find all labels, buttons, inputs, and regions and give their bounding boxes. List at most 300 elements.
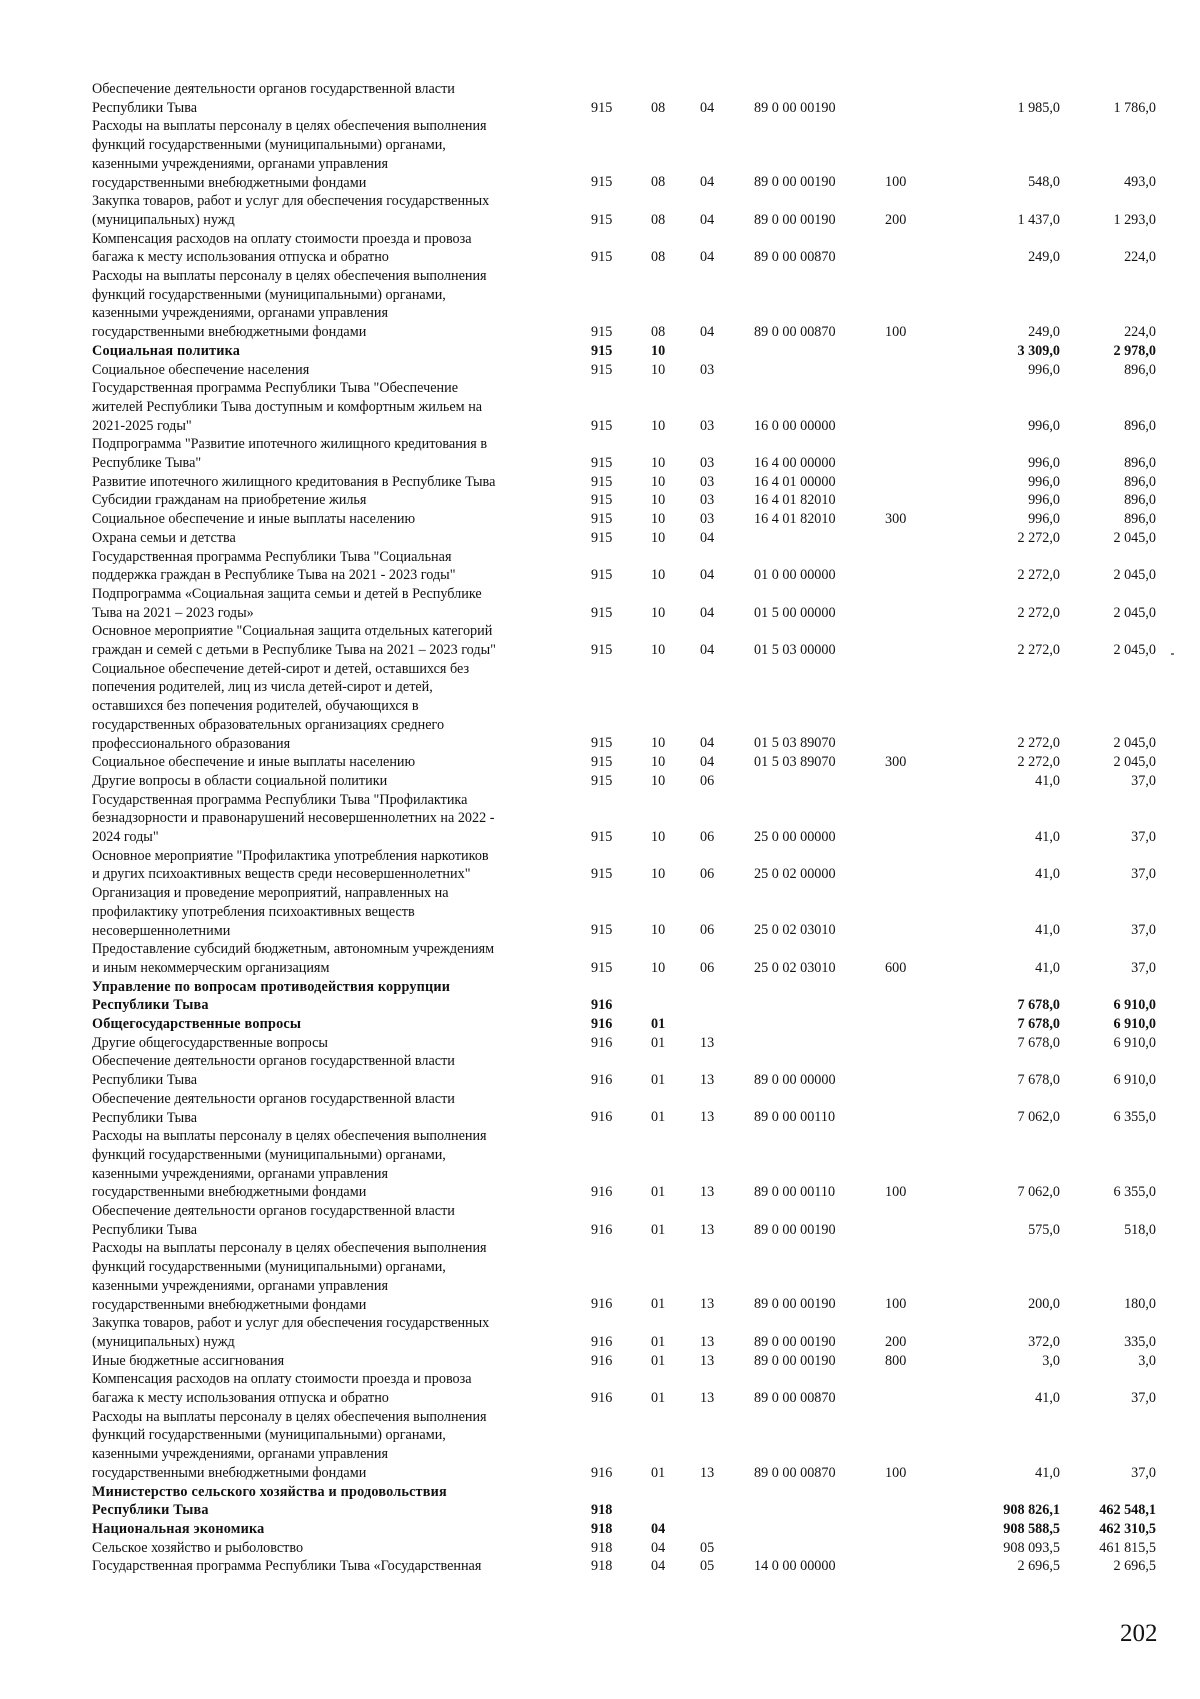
row-name-line: казенными учреждениями, органами управления <box>92 1277 389 1294</box>
subchapter-code: 13 <box>700 1221 715 1238</box>
amount-2023: 200,0 <box>1028 1296 1060 1313</box>
chapter-code: 04 <box>651 1520 666 1537</box>
row-name <box>92 1408 562 1483</box>
amount-2024: 896,0 <box>1124 361 1156 378</box>
row-name <box>92 1483 562 1520</box>
row-name <box>92 940 562 977</box>
target-article: 25 0 00 00000 <box>754 828 836 845</box>
row-name-line: Обеспечение деятельности органов государственной власти <box>92 1203 455 1219</box>
chapter-code: 10 <box>651 828 666 845</box>
amount-2024: 6 910,0 <box>1113 997 1156 1014</box>
subchapter-code: 03 <box>700 454 715 471</box>
subchapter-code: 05 <box>700 1558 715 1575</box>
row-name-line: Государственная программа Республики Тыва "Социальная <box>92 548 452 565</box>
amount-2024: 224,0 <box>1124 324 1156 341</box>
subchapter-code: 13 <box>700 1072 715 1089</box>
chapter-code: 10 <box>651 772 666 789</box>
row-name-line: государственными внебюджетными фондами <box>92 1464 367 1481</box>
amount-2024: 2 045,0 <box>1113 567 1156 584</box>
target-article: 01 5 03 00000 <box>754 641 836 658</box>
chapter-code: 10 <box>651 473 666 490</box>
row-name <box>92 753 562 772</box>
target-article: 25 0 02 03010 <box>754 959 836 976</box>
target-article: 89 0 00 00110 <box>754 1109 836 1126</box>
table-row <box>0 1557 1200 1576</box>
section-code: 915 <box>591 99 613 116</box>
expense-type: 800 <box>885 1352 907 1369</box>
chapter-code: 10 <box>651 361 666 378</box>
subchapter-code: 04 <box>700 99 715 116</box>
chapter-code: 08 <box>651 324 666 341</box>
row-name-line: Управление по вопросам противодействия коррупции <box>92 978 451 995</box>
table-row <box>0 1370 1200 1407</box>
row-name <box>92 1352 562 1371</box>
row-name <box>92 1015 562 1034</box>
row-name-line: Закупка товаров, работ и услуг для обеспечения государственных <box>92 193 490 210</box>
subchapter-code: 13 <box>700 1184 715 1201</box>
table-row <box>0 940 1200 977</box>
row-name <box>92 884 562 940</box>
row-name-line: Социальная политика <box>92 342 241 359</box>
row-name <box>92 342 562 361</box>
amount-2023: 548,0 <box>1028 174 1060 191</box>
section-code: 915 <box>591 211 613 228</box>
subchapter-code: 04 <box>700 324 715 341</box>
subchapter-code: 13 <box>700 1352 715 1369</box>
amount-2023: 908 826,1 <box>1003 1502 1060 1519</box>
table-row <box>0 1520 1200 1539</box>
amount-2023: 575,0 <box>1028 1221 1060 1238</box>
chapter-code: 01 <box>651 1352 666 1369</box>
section-code: 916 <box>591 1389 613 1406</box>
row-name-line: багажа к месту использования отпуска и обратно <box>92 1390 389 1406</box>
table-row <box>0 1034 1200 1053</box>
table-row <box>0 267 1200 342</box>
row-name <box>92 1090 562 1127</box>
amount-2023: 7 678,0 <box>1017 1072 1060 1089</box>
section-code: 915 <box>591 604 613 621</box>
row-name-line: государственными внебюджетными фондами <box>92 1296 367 1313</box>
section-code: 915 <box>591 511 613 528</box>
subchapter-code: 04 <box>700 641 715 658</box>
target-article: 01 5 00 00000 <box>754 604 836 621</box>
table-row <box>0 491 1200 510</box>
page-number: 202 <box>1120 1620 1158 1647</box>
amount-2024: 896,0 <box>1124 492 1156 509</box>
row-name <box>92 1127 562 1202</box>
table-row <box>0 1314 1200 1351</box>
subchapter-code: 13 <box>700 1109 715 1126</box>
section-code: 915 <box>591 828 613 845</box>
section-code: 916 <box>591 1352 613 1369</box>
amount-2023: 41,0 <box>1035 772 1060 789</box>
row-name-line: жителей Республики Тыва доступным и комфортным жильем на <box>92 398 483 415</box>
row-name-line: казенными учреждениями, органами управления <box>92 305 389 322</box>
expense-type: 100 <box>885 174 907 191</box>
chapter-code: 01 <box>651 1184 666 1201</box>
row-name-line: Республики Тыва <box>92 1502 209 1519</box>
amount-2023: 3 309,0 <box>1017 342 1060 359</box>
row-name-line: Обеспечение деятельности органов государственной власти <box>92 1053 455 1070</box>
row-name-line: государственными внебюджетными фондами <box>92 174 367 191</box>
row-name-line: Организация и проведение мероприятий, направленных на <box>92 885 449 902</box>
amount-2023: 41,0 <box>1035 866 1060 883</box>
row-name-line: Подпрограмма «Социальная защита семьи и детей в Республике <box>92 585 482 602</box>
row-name-line: Предоставление субсидий бюджетным, автономным учреждениям <box>92 941 495 958</box>
amount-2024: 6 355,0 <box>1113 1109 1156 1126</box>
row-name-line: попечения родителей, лиц из числа детей-сирот и детей, <box>92 679 433 696</box>
section-code: 916 <box>591 1072 613 1089</box>
target-article: 89 0 00 00870 <box>754 1389 836 1406</box>
target-article: 01 0 00 00000 <box>754 567 836 584</box>
row-name-line: Сельское хозяйство и рыболовство <box>92 1539 304 1556</box>
row-name-line: Республики Тыва <box>92 1221 198 1238</box>
amount-2023: 2 272,0 <box>1017 735 1060 752</box>
amount-2024: 6 355,0 <box>1113 1184 1156 1201</box>
row-name <box>92 548 562 585</box>
target-article: 89 0 00 00190 <box>754 1352 836 1369</box>
row-name-line: государственными внебюджетными фондами <box>92 324 367 341</box>
row-name-line: Социальное обеспечение и иные выплаты населению <box>92 754 416 771</box>
amount-2023: 7 062,0 <box>1017 1184 1060 1201</box>
chapter-code: 10 <box>651 641 666 658</box>
table-row <box>0 230 1200 267</box>
row-name-line: профессионального образования <box>92 735 291 752</box>
table-row <box>0 1127 1200 1202</box>
amount-2023: 41,0 <box>1035 922 1060 939</box>
row-name-line: функций государственными (муниципальными) органами, <box>92 286 446 303</box>
row-name <box>92 1539 562 1558</box>
row-name <box>92 192 562 229</box>
amount-2024: 37,0 <box>1131 1389 1156 1406</box>
amount-2023: 41,0 <box>1035 828 1060 845</box>
chapter-code: 10 <box>651 529 666 546</box>
row-name-line: Государственная программа Республики Тыва "Профилактика <box>92 791 468 808</box>
subchapter-code: 04 <box>700 604 715 621</box>
row-name <box>92 1520 562 1539</box>
target-article: 89 0 00 00190 <box>754 1333 836 1350</box>
row-name-line: (муниципальных) нужд <box>92 211 235 228</box>
table-row <box>0 1408 1200 1483</box>
section-code: 916 <box>591 1221 613 1238</box>
amount-2024: 2 045,0 <box>1113 529 1156 546</box>
table-row <box>0 1352 1200 1371</box>
chapter-code: 10 <box>651 492 666 509</box>
subchapter-code: 04 <box>700 174 715 191</box>
expense-type: 200 <box>885 211 907 228</box>
chapter-code: 10 <box>651 454 666 471</box>
chapter-code: 08 <box>651 211 666 228</box>
section-code: 918 <box>591 1558 613 1575</box>
amount-2024: 462 310,5 <box>1099 1520 1156 1537</box>
row-name <box>92 379 562 435</box>
section-code: 916 <box>591 1464 613 1481</box>
section-code: 915 <box>591 735 613 752</box>
target-article: 16 4 01 00000 <box>754 473 836 490</box>
amount-2024: 6 910,0 <box>1113 1072 1156 1089</box>
chapter-code: 10 <box>651 511 666 528</box>
section-code: 918 <box>591 1520 613 1537</box>
amount-2024: 6 910,0 <box>1113 1034 1156 1051</box>
chapter-code: 10 <box>651 959 666 976</box>
row-name-line: Министерство сельского хозяйства и продовольствия <box>92 1483 447 1500</box>
section-code: 915 <box>591 473 613 490</box>
amount-2023: 41,0 <box>1035 1389 1060 1406</box>
chapter-code: 10 <box>651 604 666 621</box>
row-name <box>92 791 562 847</box>
table-row <box>0 1090 1200 1127</box>
row-name-line: Государственная программа Республики Тыва "Обеспечение <box>92 380 459 397</box>
row-name <box>92 1034 562 1053</box>
table-row <box>0 342 1200 361</box>
amount-2023: 2 272,0 <box>1017 641 1060 658</box>
table-row <box>0 510 1200 529</box>
expense-type: 100 <box>885 1296 907 1313</box>
chapter-code: 08 <box>651 99 666 116</box>
row-name-line: Развитие ипотечного жилищного кредитования в Республике Тыва <box>92 473 496 490</box>
row-name-line: Республики Тыва <box>92 1109 198 1126</box>
table-row <box>0 361 1200 380</box>
subchapter-code: 03 <box>700 492 715 509</box>
amount-2023: 908 588,5 <box>1003 1520 1060 1537</box>
table-row <box>0 1239 1200 1314</box>
chapter-code: 08 <box>651 174 666 191</box>
section-code: 915 <box>591 567 613 584</box>
amount-2024: 224,0 <box>1124 249 1156 266</box>
table-row <box>0 585 1200 622</box>
row-name-line: и других психоактивных веществ среди несовершеннолетних" <box>92 866 471 883</box>
target-article: 89 0 00 00000 <box>754 1072 836 1089</box>
section-code: 915 <box>591 922 613 939</box>
target-article: 89 0 00 00190 <box>754 1221 836 1238</box>
row-name-line: Общегосударственные вопросы <box>92 1016 302 1032</box>
chapter-code: 01 <box>651 1016 666 1032</box>
chapter-code: 04 <box>651 1558 666 1575</box>
subchapter-code: 03 <box>700 417 715 434</box>
table-row <box>0 1202 1200 1239</box>
target-article: 01 5 03 89070 <box>754 735 836 752</box>
section-code: 915 <box>591 249 613 266</box>
amount-2023: 996,0 <box>1028 473 1060 490</box>
row-name-line: Субсидии гражданам на приобретение жилья <box>92 492 367 509</box>
row-name <box>92 491 562 510</box>
target-article: 89 0 00 00870 <box>754 1464 836 1481</box>
row-name-line: Основное мероприятие "Социальная защита отдельных категорий <box>92 623 493 640</box>
section-code: 916 <box>591 1016 613 1032</box>
row-name-line: Расходы на выплаты персоналу в целях обеспечения выполнения <box>92 268 487 284</box>
row-name-line: Социальное обеспечение населения <box>92 361 310 378</box>
row-name-line: государственными внебюджетными фондами <box>92 1184 367 1201</box>
row-name-line: профилактику употребления психоактивных веществ <box>92 903 415 920</box>
amount-2024: 37,0 <box>1131 922 1156 939</box>
row-name <box>92 117 562 192</box>
row-name-line: Основное мероприятие "Профилактика употребления наркотиков <box>92 847 489 864</box>
section-code: 915 <box>591 754 613 771</box>
row-name <box>92 622 562 659</box>
table-row <box>0 1483 1200 1520</box>
expense-type: 300 <box>885 511 907 528</box>
subchapter-code: 04 <box>700 249 715 266</box>
section-code: 918 <box>591 1539 613 1556</box>
section-code: 916 <box>591 1109 613 1126</box>
amount-2023: 7 678,0 <box>1017 997 1060 1014</box>
table-row <box>0 1015 1200 1034</box>
row-name-line: багажа к месту использования отпуска и обратно <box>92 249 389 266</box>
amount-2023: 996,0 <box>1028 492 1060 509</box>
amount-2023: 996,0 <box>1028 511 1060 528</box>
row-name-line: граждан и семей с детьми в Республике Тыва на 2021 – 2023 годы" <box>92 642 496 658</box>
target-article: 89 0 00 00870 <box>754 249 836 266</box>
subchapter-code: 13 <box>700 1296 715 1313</box>
target-article: 16 4 01 82010 <box>754 492 836 509</box>
table-row <box>0 772 1200 791</box>
target-article: 16 4 01 82010 <box>754 511 836 528</box>
expense-type: 100 <box>885 1464 907 1481</box>
row-name-line: Социальное обеспечение детей-сирот и детей, оставшихся без <box>92 660 470 677</box>
target-article: 14 0 00 00000 <box>754 1558 836 1575</box>
row-name-line: Подпрограмма "Развитие ипотечного жилищного кредитования в <box>92 436 488 453</box>
scan-dot <box>1171 653 1174 655</box>
row-name-line: Охрана семьи и детства <box>92 529 236 546</box>
row-name <box>92 80 562 117</box>
amount-2024: 2 045,0 <box>1113 754 1156 771</box>
chapter-code: 08 <box>651 249 666 266</box>
amount-2023: 3,0 <box>1042 1352 1060 1369</box>
row-name <box>92 529 562 548</box>
row-name <box>92 361 562 380</box>
amount-2024: 2 045,0 <box>1113 641 1156 658</box>
section-code: 915 <box>591 342 613 359</box>
row-name <box>92 473 562 492</box>
target-article: 01 5 03 89070 <box>754 754 836 771</box>
amount-2024: 335,0 <box>1124 1333 1156 1350</box>
target-article: 89 0 00 00190 <box>754 1296 836 1313</box>
row-name-line: Обеспечение деятельности органов государственной власти <box>92 1090 455 1107</box>
table-row <box>0 622 1200 659</box>
amount-2023: 7 678,0 <box>1017 1034 1060 1051</box>
row-name-line: безнадзорности и правонарушений несовершеннолетних на 2022 - <box>92 810 495 827</box>
amount-2023: 249,0 <box>1028 324 1060 341</box>
table-row <box>0 847 1200 884</box>
row-name-line: Другие общегосударственные вопросы <box>92 1034 328 1051</box>
amount-2024: 461 815,5 <box>1099 1539 1156 1556</box>
subchapter-code: 03 <box>700 511 715 528</box>
row-name-line: 2024 годы" <box>92 829 159 845</box>
amount-2024: 896,0 <box>1124 417 1156 434</box>
row-name-line: Республике Тыва" <box>92 455 202 471</box>
row-name <box>92 1370 562 1407</box>
expense-type: 600 <box>885 959 907 976</box>
subchapter-code: 03 <box>700 473 715 490</box>
row-name <box>92 1314 562 1351</box>
subchapter-code: 06 <box>700 959 715 976</box>
row-name <box>92 847 562 884</box>
subchapter-code: 13 <box>700 1389 715 1406</box>
amount-2024: 462 548,1 <box>1099 1502 1156 1519</box>
amount-2023: 2 272,0 <box>1017 604 1060 621</box>
subchapter-code: 13 <box>700 1034 715 1051</box>
section-code: 915 <box>591 866 613 883</box>
amount-2024: 37,0 <box>1131 866 1156 883</box>
table-row <box>0 117 1200 192</box>
row-name-line: Республики Тыва <box>92 99 198 116</box>
target-article: 89 0 00 00190 <box>754 99 836 116</box>
row-name-line: оставшихся без попечения родителей, обучающихся в <box>92 698 419 715</box>
chapter-code: 01 <box>651 1034 666 1051</box>
target-article: 25 0 02 03010 <box>754 922 836 939</box>
section-code: 916 <box>591 1333 613 1350</box>
table-row <box>0 660 1200 754</box>
row-name-line: Республики Тыва <box>92 997 209 1014</box>
table-row <box>0 473 1200 492</box>
section-code: 915 <box>591 959 613 976</box>
chapter-code: 01 <box>651 1464 666 1481</box>
row-name <box>92 435 562 472</box>
row-name <box>92 772 562 791</box>
section-code: 915 <box>591 772 613 789</box>
row-name-line: Компенсация расходов на оплату стоимости проезда и провоза <box>92 230 472 247</box>
row-name <box>92 230 562 267</box>
chapter-code: 10 <box>651 866 666 883</box>
chapter-code: 01 <box>651 1389 666 1406</box>
row-name <box>92 510 562 529</box>
amount-2023: 372,0 <box>1028 1333 1060 1350</box>
amount-2023: 7 062,0 <box>1017 1109 1060 1126</box>
row-name-line: функций государственными (муниципальными) органами, <box>92 1427 446 1444</box>
section-code: 916 <box>591 1296 613 1313</box>
chapter-code: 10 <box>651 567 666 584</box>
section-code: 915 <box>591 641 613 658</box>
table-row <box>0 791 1200 847</box>
table-row <box>0 978 1200 1015</box>
row-name-line: Закупка товаров, работ и услуг для обеспечения государственных <box>92 1315 490 1332</box>
table-row <box>0 529 1200 548</box>
row-name-line: поддержка граждан в Республике Тыва на 2021 - 2023 годы" <box>92 567 456 584</box>
row-name-line: несовершеннолетними <box>92 922 231 939</box>
chapter-code: 01 <box>651 1072 666 1089</box>
amount-2024: 2 045,0 <box>1113 604 1156 621</box>
row-name-line: Расходы на выплаты персоналу в целях обеспечения выполнения <box>92 118 487 135</box>
amount-2024: 37,0 <box>1131 959 1156 976</box>
amount-2024: 3,0 <box>1138 1352 1156 1369</box>
row-name-line: Социальное обеспечение и иные выплаты населению <box>92 511 416 528</box>
amount-2023: 908 093,5 <box>1003 1539 1060 1556</box>
section-code: 915 <box>591 361 613 378</box>
chapter-code: 01 <box>651 1333 666 1350</box>
row-name <box>92 660 562 754</box>
row-name <box>92 1239 562 1314</box>
amount-2023: 41,0 <box>1035 1464 1060 1481</box>
amount-2024: 2 696,5 <box>1113 1558 1156 1575</box>
subchapter-code: 03 <box>700 361 715 378</box>
row-name-line: Расходы на выплаты персоналу в целях обеспечения выполнения <box>92 1408 487 1425</box>
amount-2024: 896,0 <box>1124 511 1156 528</box>
chapter-code: 10 <box>651 922 666 939</box>
amount-2023: 2 272,0 <box>1017 567 1060 584</box>
table-row <box>0 548 1200 585</box>
subchapter-code: 06 <box>700 866 715 883</box>
row-name <box>92 1557 562 1576</box>
chapter-code: 04 <box>651 1539 666 1556</box>
expense-type: 100 <box>885 1184 907 1201</box>
amount-2024: 180,0 <box>1124 1296 1156 1313</box>
section-code: 915 <box>591 529 613 546</box>
row-name <box>92 978 562 1015</box>
subchapter-code: 05 <box>700 1539 715 1556</box>
row-name-line: Национальная экономика <box>92 1520 265 1537</box>
row-name-line: Республики Тыва <box>92 1072 198 1089</box>
amount-2024: 6 910,0 <box>1113 1016 1156 1032</box>
